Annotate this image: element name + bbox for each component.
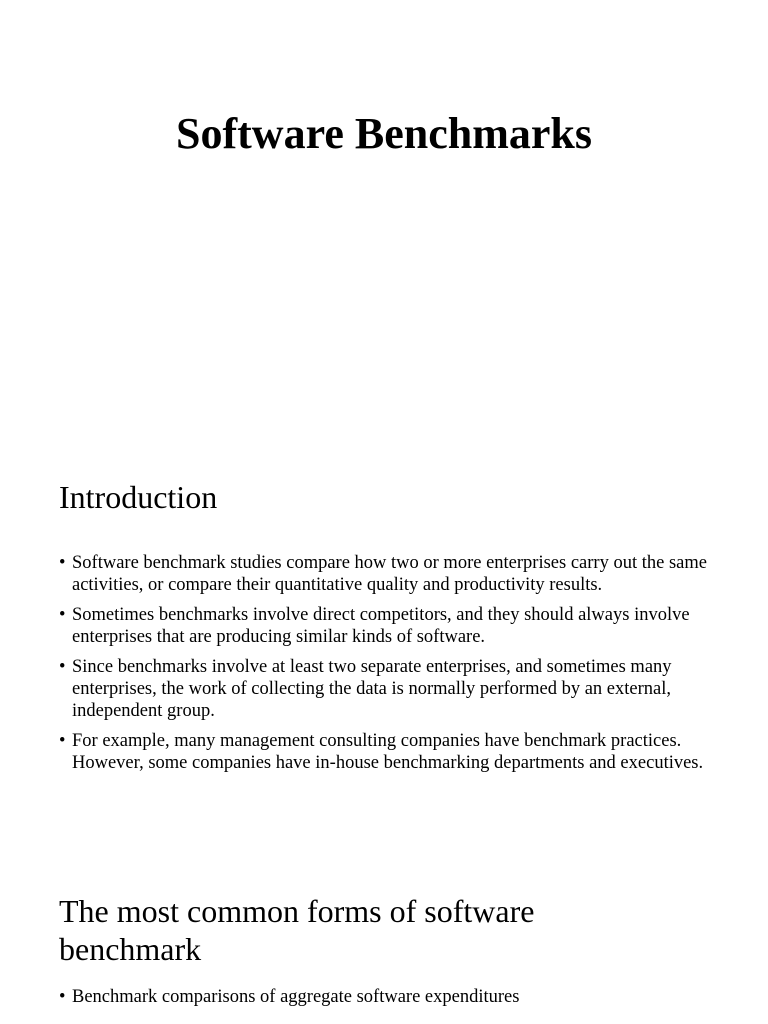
introduction-bullet-list (59, 552, 709, 782)
bullet-text: Software benchmark studies compare how two or more enterprises carry out the same activities, or compare their quantitative quality and productivity results. (72, 553, 707, 595)
bullet-icon: • (59, 987, 66, 1007)
bullet-text: For example, many management consulting companies have benchmark practices. However, some companies have in-house benchmarking departments and executives. (72, 731, 704, 773)
bullet-item (59, 986, 709, 1008)
bullet-text: Sometimes benchmarks involve direct competitors, and they should always involve enterprises that are producing similar kinds of software. (72, 605, 690, 647)
bullet-item (59, 552, 709, 596)
bullet-text: Since benchmarks involve at least two separate enterprises, and sometimes many enterprises, the work of collecting the data is normally performed by an external, independent group. (72, 657, 672, 721)
bullet-icon: • (59, 605, 66, 625)
bullet-item (59, 604, 709, 648)
title-slide (0, 0, 768, 460)
bullet-text: Benchmark comparisons of aggregate software expenditures (72, 987, 520, 1007)
bullet-icon: • (59, 731, 66, 751)
bullet-item (59, 730, 709, 774)
document-title: Software Benchmarks (176, 109, 592, 158)
introduction-slide (0, 470, 768, 830)
introduction-heading: Introduction (59, 479, 218, 515)
common-forms-heading: The most common forms of software benchmark (59, 893, 535, 967)
common-forms-bullet-list (59, 986, 709, 1016)
bullet-item (59, 656, 709, 722)
bullet-icon: • (59, 553, 66, 573)
common-forms-slide (0, 885, 768, 1024)
bullet-icon: • (59, 657, 66, 677)
